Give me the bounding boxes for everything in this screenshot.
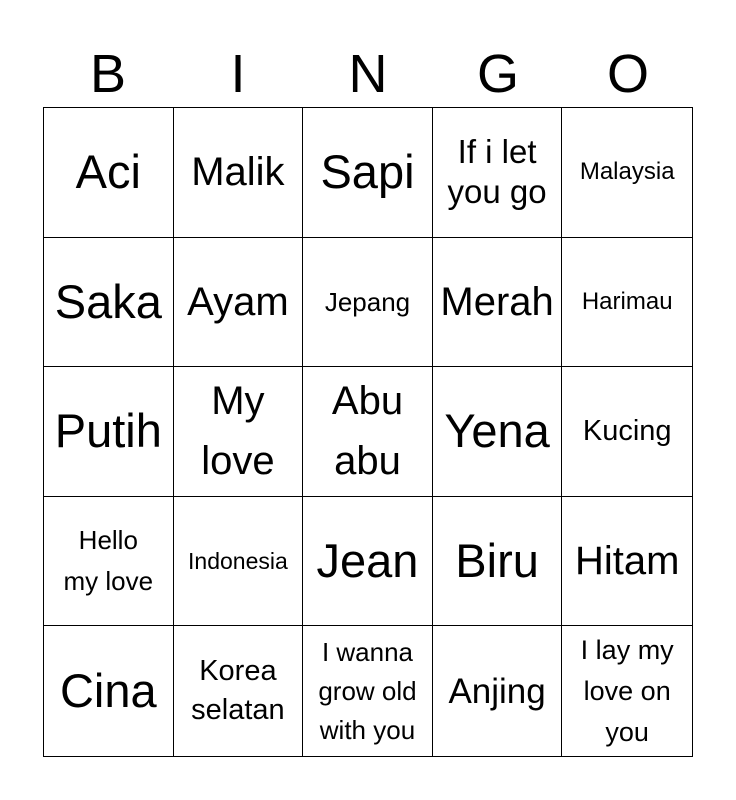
bingo-cell[interactable]	[174, 108, 304, 238]
cell-label: Indonesia	[188, 548, 288, 575]
cell-label: Sapi	[320, 145, 415, 199]
cell-label: Ayam	[187, 279, 289, 324]
bingo-cell[interactable]	[433, 238, 563, 368]
bingo-cell[interactable]	[44, 497, 174, 627]
bingo-cell[interactable]	[44, 626, 174, 756]
header-letter-g: G	[476, 44, 519, 104]
cell-label: Jepang	[324, 286, 411, 317]
cell-label: Cina	[59, 664, 157, 718]
cell-label: Anjing	[448, 671, 546, 711]
bingo-cell[interactable]	[433, 108, 563, 238]
cell-label: Aci	[75, 145, 141, 199]
header-letter-i: I	[230, 44, 246, 104]
bingo-cell[interactable]	[303, 367, 433, 497]
bingo-cell[interactable]	[174, 626, 304, 756]
bingo-cell[interactable]	[562, 367, 692, 497]
bingo-cell[interactable]	[303, 238, 433, 368]
header-letter-n: N	[348, 44, 388, 104]
header-letter-o: O	[606, 44, 649, 104]
cell-label: Merah	[440, 279, 554, 324]
cell-label: Kucing	[582, 414, 672, 447]
cell-label: I lay my love on you	[580, 634, 674, 747]
cell-label: Yena	[444, 404, 550, 458]
bingo-cell[interactable]	[562, 626, 692, 756]
bingo-cell[interactable]	[433, 367, 563, 497]
bingo-cell[interactable]	[303, 497, 433, 627]
bingo-cell[interactable]	[44, 108, 174, 238]
cell-label: Abu abu	[331, 379, 404, 484]
bingo-cell[interactable]	[44, 238, 174, 368]
cell-label: If i let you go	[447, 133, 547, 211]
cell-label: Malik	[191, 150, 285, 195]
cell-label: Harimau	[581, 287, 673, 315]
bingo-cell[interactable]	[303, 626, 433, 756]
bingo-cell[interactable]	[433, 497, 563, 627]
cell-label: Korea selatan	[191, 655, 285, 727]
cell-label: Saka	[54, 274, 162, 328]
bingo-cell[interactable]	[174, 497, 304, 627]
cell-label: Putih	[54, 404, 162, 458]
cell-label: Malaysia	[579, 158, 675, 186]
bingo-header	[43, 40, 693, 108]
bingo-cell[interactable]	[174, 367, 304, 497]
cell-label: Hello my love	[63, 525, 154, 597]
bingo-cell[interactable]	[174, 238, 304, 368]
bingo-cell[interactable]	[562, 108, 692, 238]
bingo-grid	[43, 107, 693, 757]
header-letter-b: B	[89, 44, 127, 104]
bingo-cell[interactable]	[303, 108, 433, 238]
bingo-cell[interactable]	[562, 497, 692, 627]
cell-label: Jean	[316, 534, 419, 588]
cell-label: I wanna grow old with you	[318, 636, 417, 745]
bingo-cell[interactable]	[44, 367, 174, 497]
cell-label: Hitam	[574, 539, 680, 584]
cell-label: My love	[201, 379, 275, 484]
bingo-cell[interactable]	[562, 238, 692, 368]
bingo-cell[interactable]	[433, 626, 563, 756]
cell-label: Biru	[455, 534, 539, 588]
